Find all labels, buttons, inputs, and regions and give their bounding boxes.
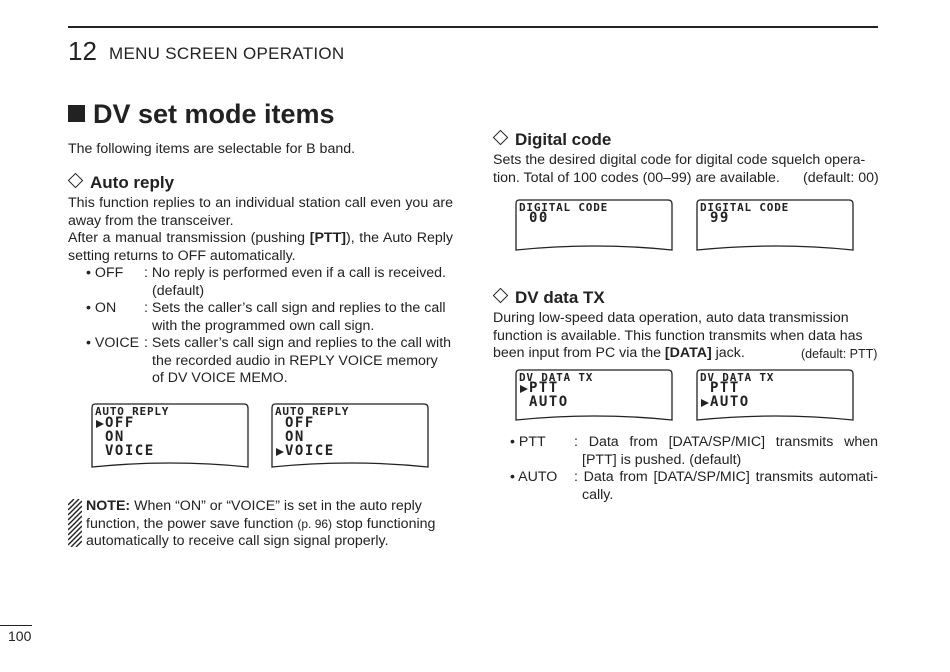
diamond-icon bbox=[68, 173, 84, 189]
option-ptt-desc1: : Data from [DATA/SP/MIC] transmits when bbox=[574, 434, 878, 450]
dv-data-tx-default: (default: PTT) bbox=[801, 347, 878, 361]
option-off-label: • OFF bbox=[86, 265, 124, 281]
lcd-digital-code-99 bbox=[696, 199, 854, 252]
lcd-title: DIGITAL CODE bbox=[519, 201, 609, 214]
lcd-auto-reply-voice bbox=[271, 403, 429, 469]
lcd-line-2: AUTO bbox=[710, 394, 750, 410]
auto-reply-para2-pre: After a manual transmission (pushing bbox=[68, 230, 310, 246]
note-line3: automatically to receive call sign signal properly. bbox=[86, 533, 389, 549]
lcd-title: AUTO REPLY bbox=[95, 405, 170, 418]
lcd-line-3: VOICE bbox=[285, 443, 335, 459]
dv-data-tx-heading bbox=[493, 288, 605, 308]
option-auto-desc2: cally. bbox=[582, 487, 614, 503]
lcd-title: AUTO REPLY bbox=[275, 405, 350, 418]
note-line1-text: When “ON” or “VOICE” is set in the auto reply bbox=[130, 498, 422, 514]
auto-reply-para1: This function replies to an individual station call even you are away from the transceiver. bbox=[68, 195, 453, 229]
lcd-digital-code-00 bbox=[515, 199, 673, 252]
page-number-rule bbox=[0, 625, 32, 626]
chapter-number: 12 bbox=[68, 36, 97, 66]
lcd-value: 00 bbox=[529, 210, 549, 226]
lcd-title: DV DATA TX bbox=[519, 371, 594, 384]
digital-code-default: (default: 00) bbox=[803, 170, 879, 186]
cursor-arrow-icon bbox=[520, 385, 528, 393]
section-intro: The following items are selectable for B band. bbox=[68, 141, 356, 157]
note-line2 bbox=[86, 516, 453, 534]
option-auto-desc1: : Data from [DATA/SP/MIC] transmits automati- bbox=[574, 469, 878, 485]
option-off-desc2: (default) bbox=[152, 283, 205, 299]
option-auto-label: • AUTO bbox=[510, 469, 558, 485]
ptt-key-label: [PTT] bbox=[309, 230, 346, 246]
section-title bbox=[68, 99, 335, 130]
cursor-arrow-icon bbox=[701, 399, 709, 407]
note-line2-pre: function, the power save function bbox=[86, 516, 298, 532]
lcd-line-3: VOICE bbox=[105, 443, 155, 459]
data-jack-label: [DATA] bbox=[664, 345, 712, 361]
auto-reply-para2-post: ), the Auto Reply setting returns to OFF automatically. bbox=[68, 230, 453, 264]
digital-code-heading-text: Digital code bbox=[515, 130, 612, 149]
page-number: 100 bbox=[8, 628, 32, 644]
dv-data-tx-line3-post: jack. bbox=[711, 345, 745, 361]
note-label: NOTE: bbox=[86, 498, 131, 514]
lcd-line-1: PTT bbox=[710, 380, 740, 396]
lcd-line-2: ON bbox=[105, 429, 125, 445]
auto-reply-heading-text: Auto reply bbox=[90, 173, 175, 192]
chapter-title: MENU SCREEN OPERATION bbox=[109, 44, 345, 63]
lcd-dv-data-tx-auto bbox=[696, 369, 854, 422]
header-rule bbox=[68, 26, 878, 28]
option-ptt-label: • PTT bbox=[510, 434, 546, 450]
auto-reply-heading bbox=[68, 173, 174, 193]
digital-code-line2: tion. Total of 100 codes (00–99) are available. bbox=[493, 170, 780, 186]
dv-data-tx-heading-text: DV data TX bbox=[515, 288, 605, 307]
square-bullet-icon bbox=[68, 105, 85, 122]
note-page-ref: (p. 96) bbox=[297, 517, 333, 531]
diamond-icon bbox=[493, 130, 509, 146]
digital-code-line1: Sets the desired digital code for digital code squelch opera- bbox=[493, 152, 866, 168]
lcd-line-2: ON bbox=[285, 429, 305, 445]
auto-reply-para2 bbox=[68, 230, 453, 265]
note-line1 bbox=[86, 498, 453, 516]
cursor-arrow-icon bbox=[276, 448, 284, 456]
section-title-text: DV set mode items bbox=[93, 99, 335, 129]
lcd-dv-data-tx-ptt bbox=[515, 369, 673, 422]
note-line2-post: stop functioning bbox=[332, 516, 436, 532]
lcd-title: DV DATA TX bbox=[700, 371, 775, 384]
dv-data-tx-line3 bbox=[493, 345, 745, 363]
option-on-desc1: : Sets the caller’s call sign and replies to the call bbox=[144, 300, 446, 316]
note-hatch-icon bbox=[68, 499, 82, 547]
option-voice-desc1: : Sets caller’s call sign and replies to the call with bbox=[144, 335, 452, 351]
dv-data-tx-line1: During low-speed data operation, auto data transmission bbox=[493, 310, 849, 326]
lcd-auto-reply-off bbox=[91, 403, 249, 469]
option-off-desc1: : No reply is performed even if a call is received. bbox=[144, 265, 447, 281]
lcd-line-1: PTT bbox=[529, 380, 559, 396]
lcd-value: 99 bbox=[710, 210, 730, 226]
lcd-title: DIGITAL CODE bbox=[700, 201, 790, 214]
lcd-line-1: OFF bbox=[285, 415, 315, 431]
lcd-line-1: OFF bbox=[105, 415, 135, 431]
cursor-arrow-icon bbox=[96, 420, 104, 428]
dv-data-tx-line3-pre: been input from PC via the bbox=[493, 345, 665, 361]
option-ptt-desc2: [PTT] is pushed. (default) bbox=[582, 452, 742, 468]
option-on-desc2: with the programmed own call sign. bbox=[152, 318, 375, 334]
dv-data-tx-line2: function is available. This function transmits when data has bbox=[493, 328, 863, 344]
lcd-line-2: AUTO bbox=[529, 394, 569, 410]
option-voice-label: • VOICE bbox=[86, 335, 140, 351]
option-voice-desc2: the recorded audio in REPLY VOICE memory bbox=[152, 353, 438, 369]
option-voice-desc3: of DV VOICE MEMO. bbox=[152, 370, 288, 386]
option-on-label: • ON bbox=[86, 300, 117, 316]
digital-code-heading bbox=[493, 130, 611, 150]
diamond-icon bbox=[493, 288, 509, 304]
